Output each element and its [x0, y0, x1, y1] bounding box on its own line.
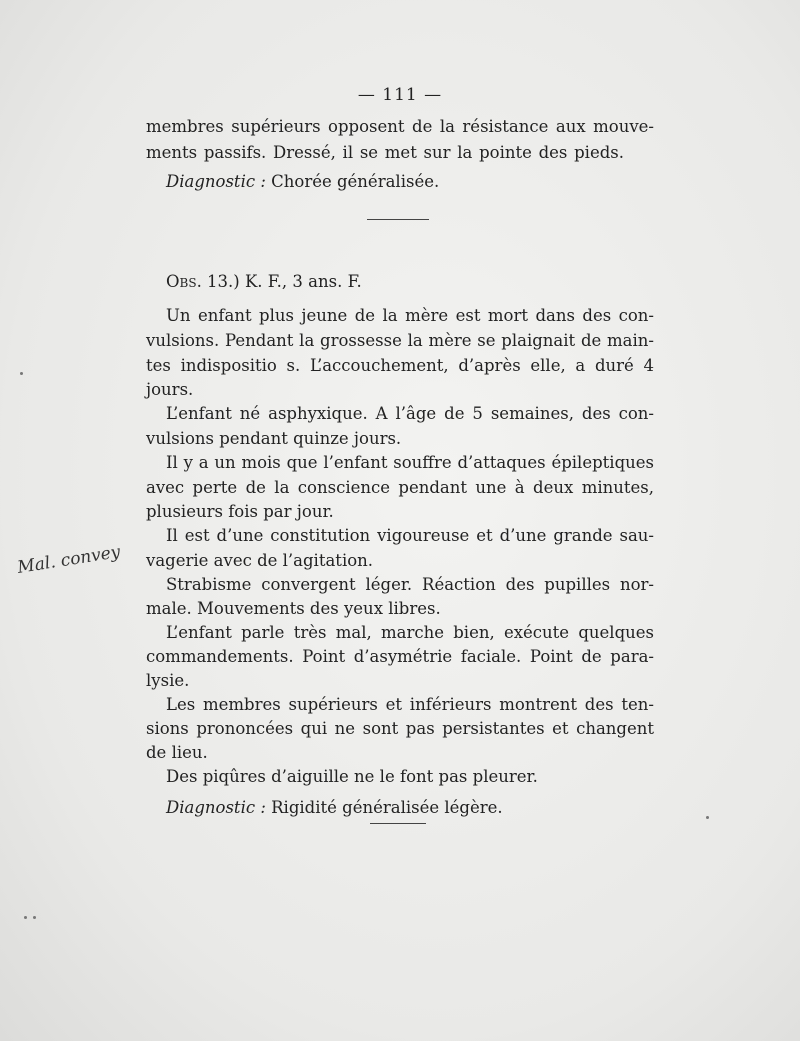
observation-subject: K. F., 3 ans. F.	[239, 272, 362, 291]
text-line: Un enfant plus jeune de la mère est mort dans des con-	[166, 306, 654, 325]
text-line: Il y a un mois que l’enfant souffre d’attaques épileptiques	[166, 453, 654, 472]
diagnostic-line	[166, 171, 654, 193]
text-line: commandements. Point d’asymétrie faciale. Point de para-	[146, 647, 654, 666]
diagnostic-line	[166, 797, 654, 819]
text-line: Des piqûres d’aiguille ne le font pas pleurer.	[166, 767, 538, 786]
text-line: L’enfant parle très mal, marche bien, exécute quelques	[166, 623, 654, 642]
handwritten-margin-note: Mal. convey	[16, 542, 122, 578]
text-line: vagerie avec de l’agitation.	[146, 551, 374, 570]
speck	[24, 916, 27, 919]
diagnostic-label: Diagnostic :	[166, 798, 266, 817]
speck	[706, 816, 709, 819]
speck	[33, 916, 36, 919]
text-line: L’enfant né asphyxique. A l’âge de 5 semaines, des con-	[166, 404, 654, 423]
text-line: sions prononcées qui ne sont pas persistantes et changent	[146, 719, 654, 738]
diagnostic-text: Rigidité généralisée légère.	[265, 798, 503, 817]
text-line: de lieu.	[146, 743, 208, 762]
text-line: plusieurs fois par jour.	[146, 502, 334, 521]
text-line: Les membres supérieurs et inférieurs montrent des ten-	[166, 695, 654, 714]
text-line: vulsions pendant quinze jours.	[146, 429, 402, 448]
text-line: Il est d’une constitution vigoureuse et d’une grande sau-	[166, 526, 654, 545]
diagnostic-text: Chorée généralisée.	[265, 172, 440, 191]
text-line: male. Mouvements des yeux libres.	[146, 599, 441, 618]
section-divider	[370, 823, 426, 824]
text-line: lysie.	[146, 671, 190, 690]
text-line: vulsions. Pendant la grossesse la mère se plaignait de main-	[146, 331, 654, 350]
section-divider	[367, 219, 429, 220]
observation-label: Obs. 13.)	[166, 272, 240, 291]
text-line: avec perte de la conscience pendant une à deux minutes,	[146, 478, 654, 497]
text-line: ments passifs. Dressé, il se met sur la pointe des pieds.	[146, 143, 624, 162]
speck	[20, 372, 23, 375]
text-line: Strabisme convergent léger. Réaction des pupilles nor-	[166, 575, 654, 594]
text-line: membres supérieurs opposent de la résistance aux mouve-	[146, 117, 654, 136]
text-line: tes indispositio s. L’accouchement, d’après elle, a duré 4	[146, 356, 654, 375]
page-number: — 111 —	[357, 85, 443, 105]
diagnostic-label: Diagnostic :	[166, 172, 266, 191]
text-line: jours.	[146, 380, 194, 399]
observation-heading	[166, 271, 654, 293]
